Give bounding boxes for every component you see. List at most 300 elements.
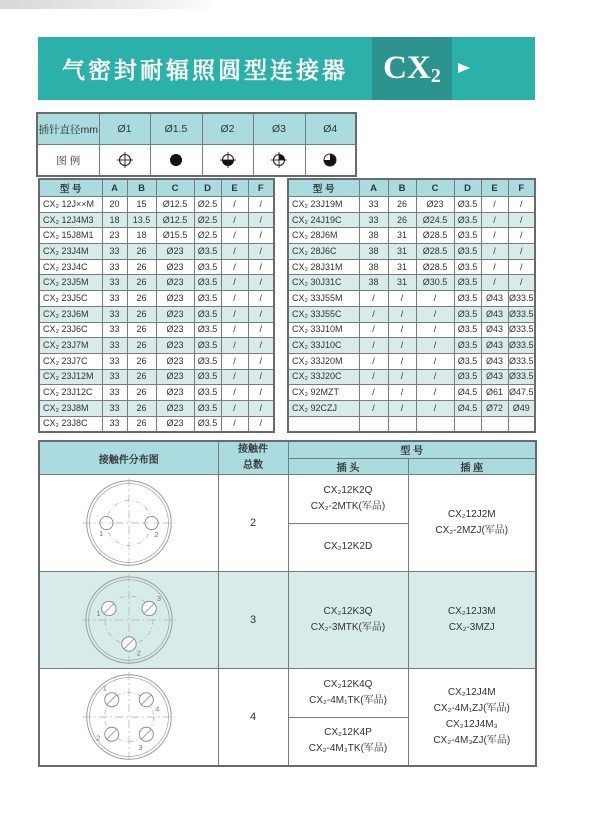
value-cell: / <box>221 244 248 260</box>
value-cell: 23 <box>102 228 127 244</box>
value-cell: / <box>248 212 274 228</box>
value-cell: Ø23 <box>156 306 194 322</box>
contact-diagram-4pin <box>39 669 218 767</box>
scan-edge-artifact <box>0 0 220 9</box>
value-cell: / <box>248 400 274 416</box>
value-cell: 31 <box>388 228 416 244</box>
value-cell: Ø23 <box>156 244 194 260</box>
value-cell <box>416 416 454 432</box>
diameter-value: Ø4 <box>305 113 356 145</box>
model-cell: CX₂ 23J8M <box>39 400 102 416</box>
spec-row <box>288 244 535 260</box>
value-cell: 33 <box>102 322 127 338</box>
value-cell: / <box>416 338 454 354</box>
value-cell: Ø12.5 <box>156 197 194 213</box>
model-cell: CX₂ 92CZJ <box>288 400 359 416</box>
value-cell: 33 <box>102 259 127 275</box>
value-cell: / <box>221 322 248 338</box>
value-cell: / <box>481 197 508 213</box>
model-cell: CX₂ 33J10C <box>288 338 359 354</box>
plug-models-top <box>289 475 408 523</box>
model-cell: CX₂ 30J31C <box>288 275 359 291</box>
value-cell: / <box>388 353 416 369</box>
value-cell: 31 <box>388 259 416 275</box>
value-cell: 26 <box>127 400 156 416</box>
series-logo-text: CX <box>383 50 431 86</box>
contact-count: 4 <box>218 669 288 767</box>
model-text: CX₂12J3M <box>447 606 496 617</box>
value-cell: Ø3.5 <box>194 306 221 322</box>
value-cell: 18 <box>127 228 156 244</box>
contact-row-4pin <box>39 669 536 767</box>
value-cell: 15 <box>127 197 156 213</box>
value-cell <box>508 416 535 432</box>
spec-row <box>39 338 274 354</box>
pin-diameter-label: 插针直径mm <box>37 113 99 145</box>
value-cell: / <box>221 416 248 432</box>
spec-row <box>288 338 535 354</box>
model-text: CX₂12K2D <box>323 541 373 553</box>
spec-row <box>288 306 535 322</box>
value-cell: 33 <box>359 212 388 228</box>
col-e: E <box>481 179 508 197</box>
spec-row <box>39 197 274 213</box>
spec-row <box>288 322 535 338</box>
value-cell: 38 <box>359 228 388 244</box>
value-cell: Ø12.5 <box>156 212 194 228</box>
value-cell: Ø3.5 <box>454 275 481 291</box>
value-cell: Ø43 <box>481 369 508 385</box>
value-cell: / <box>248 369 274 385</box>
value-cell: Ø3.5 <box>194 416 221 432</box>
value-cell: Ø23 <box>156 275 194 291</box>
value-cell: 33 <box>102 400 127 416</box>
model-cell: CX₂ 28J6C <box>288 244 359 260</box>
value-cell: / <box>481 275 508 291</box>
model-text: CX₂-3MTK(军品) <box>310 622 386 633</box>
value-cell: Ø3.5 <box>194 244 221 260</box>
value-cell: Ø23 <box>156 259 194 275</box>
spec-row <box>39 244 274 260</box>
value-cell: 26 <box>127 259 156 275</box>
value-cell: Ø3.5 <box>194 322 221 338</box>
model-text: CX₂-2MZJ(军品) <box>435 525 509 536</box>
value-cell: / <box>248 338 274 354</box>
value-cell: / <box>481 228 508 244</box>
value-cell: 26 <box>127 275 156 291</box>
model-cell: CX₂ 23J4M <box>39 244 102 260</box>
value-cell: / <box>248 416 274 432</box>
plug-models-cell <box>288 572 408 669</box>
spec-table-left <box>38 178 275 433</box>
svg-text:1: 1 <box>102 683 107 693</box>
col-c: C <box>416 179 454 197</box>
value-cell: Ø24.5 <box>416 212 454 228</box>
spec-row <box>288 416 535 432</box>
value-cell: 33 <box>102 385 127 401</box>
value-cell: Ø3.5 <box>194 385 221 401</box>
value-cell: / <box>221 275 248 291</box>
value-cell <box>481 416 508 432</box>
value-cell: / <box>248 259 274 275</box>
spec-row <box>39 369 274 385</box>
value-cell: / <box>248 228 274 244</box>
col-contact-count <box>218 441 288 475</box>
value-cell: Ø23 <box>156 400 194 416</box>
value-cell: / <box>359 291 388 307</box>
model-cell: CX₂ 33J55C <box>288 306 359 322</box>
spec-row <box>288 197 535 213</box>
value-cell: / <box>388 338 416 354</box>
value-cell: / <box>416 353 454 369</box>
value-cell: 33 <box>102 369 127 385</box>
value-cell: Ø72 <box>481 400 508 416</box>
value-cell: 13.5 <box>127 212 156 228</box>
model-cell: CX₂ 23J7C <box>39 353 102 369</box>
col-model: 型 号 <box>288 179 359 197</box>
model-text: CX₂12J2M <box>447 509 496 520</box>
value-cell: / <box>248 197 274 213</box>
value-cell <box>454 416 481 432</box>
model-cell: CX₂ 15J8M1 <box>39 228 102 244</box>
value-cell: / <box>248 275 274 291</box>
model-cell: CX₂ 33J20M <box>288 353 359 369</box>
series-logo <box>372 37 452 100</box>
value-cell: 38 <box>359 244 388 260</box>
spec-row <box>288 353 535 369</box>
diameter-value: Ø3 <box>253 113 305 145</box>
socket-models-cell <box>408 572 536 669</box>
model-cell: CX₂ 28J31M <box>288 259 359 275</box>
value-cell: Ø3.5 <box>454 369 481 385</box>
spec-row <box>288 228 535 244</box>
value-cell: Ø3.5 <box>454 259 481 275</box>
value-cell: Ø33.5 <box>508 291 535 307</box>
col-c: C <box>156 179 194 197</box>
svg-text:3: 3 <box>138 742 143 752</box>
model-cell: CX₂ 23J5M <box>39 275 102 291</box>
value-cell: Ø3.5 <box>454 338 481 354</box>
value-cell: 26 <box>127 338 156 354</box>
value-cell: Ø28.5 <box>416 259 454 275</box>
col-plug: 插 头 <box>288 458 408 474</box>
value-cell: 26 <box>388 212 416 228</box>
model-cell: CX₂ 23J5C <box>39 291 102 307</box>
value-cell: 38 <box>359 275 388 291</box>
model-cell: CX₂ 23J12C <box>39 385 102 401</box>
model-cell: CX₂ 33J55M <box>288 291 359 307</box>
value-cell: Ø3.5 <box>454 197 481 213</box>
value-cell: / <box>221 291 248 307</box>
value-cell: Ø23 <box>156 369 194 385</box>
spec-row <box>39 212 274 228</box>
value-cell: 26 <box>127 244 156 260</box>
diameter-value: Ø2 <box>202 113 253 145</box>
value-cell: Ø2.5 <box>194 228 221 244</box>
model-text: CX₂12K3Q <box>323 606 373 617</box>
value-cell: 20 <box>102 197 127 213</box>
value-cell: / <box>508 244 535 260</box>
spec-row <box>39 291 274 307</box>
model-text: CX₂-4M₁TK(军品) <box>309 694 387 706</box>
series-logo-subscript: 2 <box>430 65 441 87</box>
svg-text:2: 2 <box>154 530 159 540</box>
value-cell: 26 <box>127 369 156 385</box>
model-cell: CX₂ 33J10M <box>288 322 359 338</box>
spec-row <box>39 385 274 401</box>
value-cell: / <box>221 228 248 244</box>
value-cell: Ø61 <box>481 385 508 401</box>
value-cell: / <box>248 291 274 307</box>
col-a: A <box>359 179 388 197</box>
model-text: CX₂12K4Q <box>323 678 373 690</box>
value-cell: Ø3.5 <box>454 244 481 260</box>
value-cell: Ø3.5 <box>194 275 221 291</box>
model-text: CX₂-4M₃ZJ(军品) <box>433 735 511 746</box>
legend-label: 图 例 <box>37 145 99 177</box>
value-cell: / <box>248 322 274 338</box>
value-cell: Ø43 <box>481 353 508 369</box>
value-cell: Ø3.5 <box>454 228 481 244</box>
model-text: CX₂12J4M₃ <box>445 719 498 730</box>
svg-text:1: 1 <box>98 529 103 539</box>
value-cell: 33 <box>102 306 127 322</box>
value-cell: 33 <box>359 197 388 213</box>
value-cell: 26 <box>127 353 156 369</box>
value-cell: / <box>248 385 274 401</box>
value-cell: / <box>416 291 454 307</box>
value-cell: Ø23 <box>156 291 194 307</box>
value-cell: / <box>221 306 248 322</box>
value-cell: / <box>388 291 416 307</box>
value-cell: Ø23 <box>156 338 194 354</box>
value-cell: / <box>359 385 388 401</box>
value-cell: / <box>416 385 454 401</box>
value-cell: / <box>416 369 454 385</box>
svg-text:2: 2 <box>136 648 141 658</box>
model-cell: CX₂ 12J××M <box>39 197 102 213</box>
value-cell: / <box>388 369 416 385</box>
value-cell: / <box>221 353 248 369</box>
col-b: B <box>127 179 156 197</box>
arrow-right-icon <box>458 63 470 73</box>
quarter-filled-circle-icon <box>253 145 305 177</box>
model-cell: CX₂ 23J6C <box>39 322 102 338</box>
contact-count-label-line1: 接触件 <box>238 444 268 455</box>
contact-count-label-line2: 总数 <box>243 460 263 471</box>
value-cell: Ø23 <box>156 416 194 432</box>
value-cell: 18 <box>102 212 127 228</box>
col-socket: 插 座 <box>408 458 536 474</box>
spec-header-row <box>288 179 535 197</box>
model-cell <box>288 416 359 432</box>
value-cell: Ø3.5 <box>454 306 481 322</box>
value-cell: Ø15.5 <box>156 228 194 244</box>
value-cell: Ø3.5 <box>454 353 481 369</box>
value-cell: / <box>416 306 454 322</box>
value-cell: 33 <box>102 244 127 260</box>
value-cell: Ø23 <box>156 322 194 338</box>
value-cell: Ø43 <box>481 291 508 307</box>
model-cell: CX₂ 23J8C <box>39 416 102 432</box>
value-cell: / <box>248 353 274 369</box>
value-cell: Ø43 <box>481 322 508 338</box>
value-cell: 33 <box>102 275 127 291</box>
model-text: CX₂-2MTK(军品) <box>310 500 386 512</box>
bottom-half-filled-circle-icon <box>202 145 253 177</box>
value-cell: Ø30.5 <box>416 275 454 291</box>
value-cell: Ø23 <box>156 353 194 369</box>
contact-row-3pin <box>39 572 536 669</box>
value-cell: / <box>221 369 248 385</box>
spec-row <box>39 400 274 416</box>
spec-row <box>288 212 535 228</box>
value-cell: Ø43 <box>481 306 508 322</box>
value-cell: 31 <box>388 244 416 260</box>
spec-row <box>39 306 274 322</box>
value-cell: 26 <box>127 322 156 338</box>
contact-header-row-1 <box>39 441 536 458</box>
value-cell: Ø3.5 <box>194 353 221 369</box>
value-cell: Ø33.5 <box>508 353 535 369</box>
socket-models-cell <box>408 475 536 572</box>
model-text: CX₂-4M₁ZJ(军品) <box>433 703 510 714</box>
contact-count: 3 <box>218 572 288 669</box>
spec-row <box>288 275 535 291</box>
value-cell: Ø3.5 <box>454 291 481 307</box>
spec-row <box>39 228 274 244</box>
value-cell: 38 <box>359 259 388 275</box>
value-cell: Ø28.5 <box>416 228 454 244</box>
value-cell: / <box>508 275 535 291</box>
value-cell: / <box>359 338 388 354</box>
model-text: CX₂-4M₃TK(军品) <box>308 743 388 755</box>
spec-row <box>39 416 274 432</box>
model-cell: CX₂ 92MZT <box>288 385 359 401</box>
contact-diagram-3pin <box>39 572 218 669</box>
value-cell: / <box>508 259 535 275</box>
value-cell: 31 <box>388 275 416 291</box>
value-cell: / <box>481 244 508 260</box>
plug-models-cell <box>288 669 408 767</box>
value-cell: / <box>359 369 388 385</box>
spec-row <box>288 291 535 307</box>
value-cell: 33 <box>102 291 127 307</box>
value-cell: Ø47.5 <box>508 385 535 401</box>
value-cell: / <box>481 259 508 275</box>
col-f: F <box>508 179 535 197</box>
col-d: D <box>194 179 221 197</box>
value-cell: / <box>221 259 248 275</box>
value-cell: Ø33.5 <box>508 338 535 354</box>
value-cell: Ø4.5 <box>454 400 481 416</box>
contact-row-2pin <box>39 475 536 572</box>
value-cell: / <box>416 400 454 416</box>
model-cell: CX₂ 24J19C <box>288 212 359 228</box>
value-cell: Ø3.5 <box>454 212 481 228</box>
value-cell: Ø23 <box>156 385 194 401</box>
model-text: CX₂12K2Q <box>323 484 373 496</box>
three-quarter-filled-circle-icon <box>305 145 356 177</box>
value-cell: / <box>221 385 248 401</box>
contact-diagram-2pin <box>39 475 218 572</box>
model-cell: CX₂ 23J7M <box>39 338 102 354</box>
model-text: CX₂12J4M <box>447 687 496 698</box>
col-model-group: 型 号 <box>288 441 536 458</box>
col-contact-layout: 接触件分布图 <box>39 441 218 475</box>
value-cell: / <box>221 400 248 416</box>
value-cell: Ø49 <box>508 400 535 416</box>
spec-row <box>288 259 535 275</box>
spec-row <box>288 385 535 401</box>
value-cell: / <box>388 400 416 416</box>
plug-models-cell <box>288 475 408 572</box>
col-model: 型 号 <box>39 179 102 197</box>
model-cell: CX₂ 12J4M3 <box>39 212 102 228</box>
diameter-value: Ø1 <box>99 113 150 145</box>
spec-row <box>39 322 274 338</box>
model-text: CX₂-3MZJ <box>448 622 495 633</box>
plug-models-top <box>289 669 408 717</box>
crosshair-circle-icon <box>99 145 150 177</box>
model-cell: CX₂ 28J6M <box>288 228 359 244</box>
value-cell: 33 <box>102 353 127 369</box>
spec-row <box>39 275 274 291</box>
diameter-value: Ø1.5 <box>150 113 202 145</box>
col-b: B <box>388 179 416 197</box>
value-cell: Ø2.5 <box>194 197 221 213</box>
value-cell: Ø3.5 <box>194 369 221 385</box>
value-cell: 33 <box>102 416 127 432</box>
value-cell: / <box>248 244 274 260</box>
model-cell: CX₂ 23J19M <box>288 197 359 213</box>
value-cell: / <box>508 228 535 244</box>
value-cell: Ø2.5 <box>194 212 221 228</box>
value-cell: / <box>388 385 416 401</box>
value-cell: / <box>248 306 274 322</box>
col-a: A <box>102 179 127 197</box>
value-cell: 26 <box>388 197 416 213</box>
value-cell: Ø3.5 <box>194 291 221 307</box>
value-cell <box>359 416 388 432</box>
value-cell: 26 <box>127 385 156 401</box>
col-e: E <box>221 179 248 197</box>
value-cell <box>388 416 416 432</box>
svg-text:4: 4 <box>155 704 160 714</box>
value-cell: / <box>481 212 508 228</box>
filled-circle-icon <box>150 145 202 177</box>
value-cell: Ø33.5 <box>508 322 535 338</box>
model-cell: CX₂ 33J20C <box>288 369 359 385</box>
value-cell: / <box>359 306 388 322</box>
spec-row <box>288 400 535 416</box>
value-cell: Ø3.5 <box>194 259 221 275</box>
value-cell: / <box>508 212 535 228</box>
model-cell: CX₂ 23J6M <box>39 306 102 322</box>
value-cell: 26 <box>127 291 156 307</box>
model-cell: CX₂ 23J12M <box>39 369 102 385</box>
value-cell: Ø4.5 <box>454 385 481 401</box>
page-title: 气密封耐辐照圆型连接器 <box>62 57 348 83</box>
value-cell: / <box>359 353 388 369</box>
value-cell: / <box>388 306 416 322</box>
value-cell: / <box>221 197 248 213</box>
model-text: CX₂12K4P <box>324 727 372 739</box>
value-cell: Ø3.5 <box>454 322 481 338</box>
value-cell: Ø3.5 <box>194 338 221 354</box>
value-cell: Ø23 <box>416 197 454 213</box>
spec-row <box>39 353 274 369</box>
